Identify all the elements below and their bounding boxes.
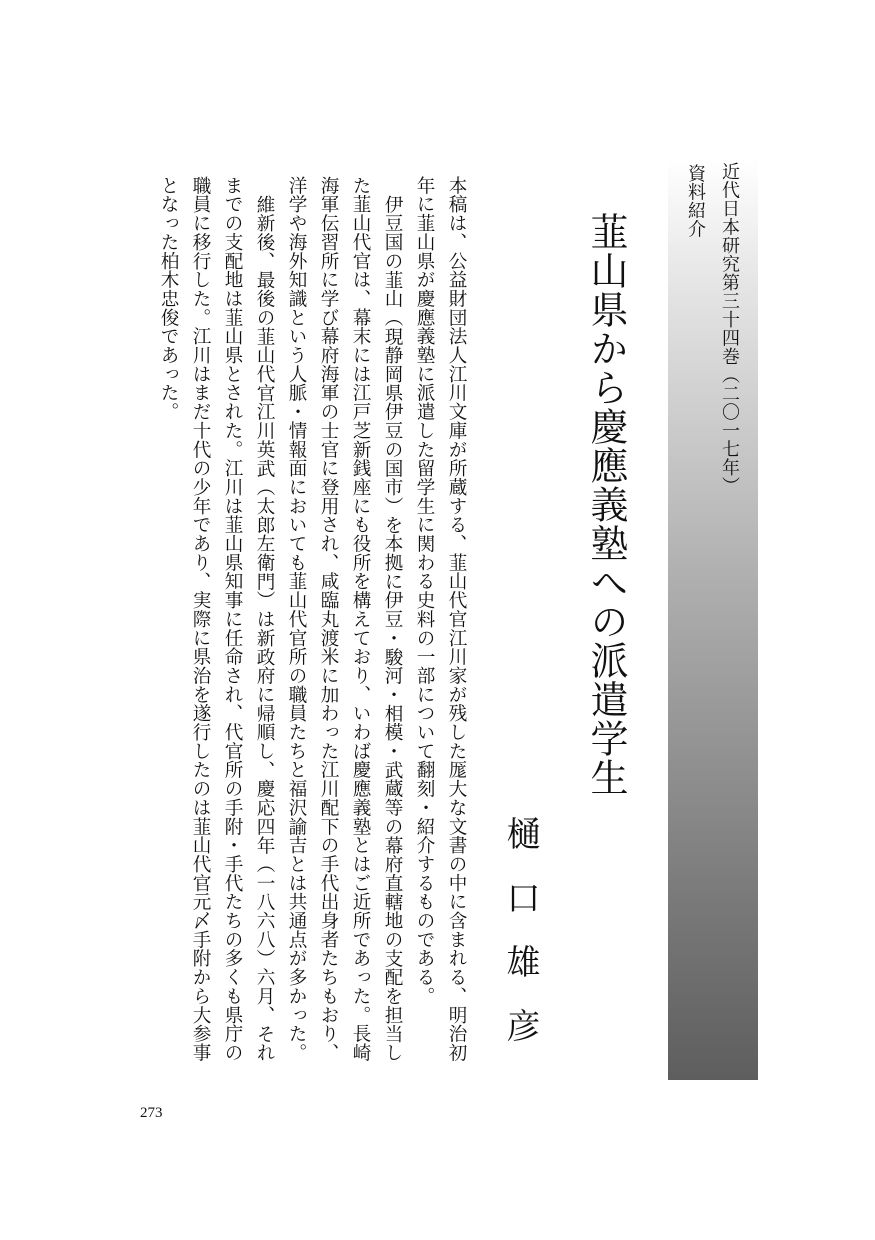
paragraph-background: 伊豆国の韮山（現静岡県伊豆の国市）を本拠に伊豆・駿河・相模・武蔵等の幕府直轄地の支配を担当した韮山代官は、幕末には江戸芝新銭座にも役所を構えており、いわば慶應義塾とはご近所であった。長崎海軍伝習所に学び幕府海軍の士官に登用され、咸臨丸渡米に加わった江川配下の手代出身者たちもおり、洋学や海外知識という人脈・情報面においても韮山代官所の職員たちと福沢諭吉とは共通点が多かった。 — [286, 176, 403, 1062]
article-author: 樋口雄彦 — [500, 816, 540, 1072]
article-body — [112, 176, 472, 1076]
paragraph-intro: 本稿は、公益財団法人江川文庫が所蔵する、韮山代官江川家が残した厖大な文書の中に含まれる、明治初年に韮山県が慶應義塾に派遣した留学生に関わる史料の一部について翻刻・紹介するものである。 — [414, 176, 467, 1062]
article-title: 韮山県から慶應義塾への派遣学生 — [584, 212, 628, 797]
page-number: 273 — [140, 1105, 163, 1121]
section-category: 資料紹介 — [685, 164, 706, 238]
header-band — [668, 158, 758, 1080]
journal-title: 近代日本研究第三十四巻（二〇一七年） — [719, 162, 740, 495]
paragraph-restoration: 維新後、最後の韮山代官江川英武（太郎左衛門）は新政府に帰順し、慶応四年（一八六八）六月、それまでの支配地は韮山県とされた。江川は韮山県知事に任命され、代官所の手附・手代たちの多くも県庁の職員に移行した。江川はまだ十代の少年であり、実際に県治を遂行したのは韮山代官元〆手附から大参事となった柏木忠俊であった。 — [158, 176, 275, 1062]
